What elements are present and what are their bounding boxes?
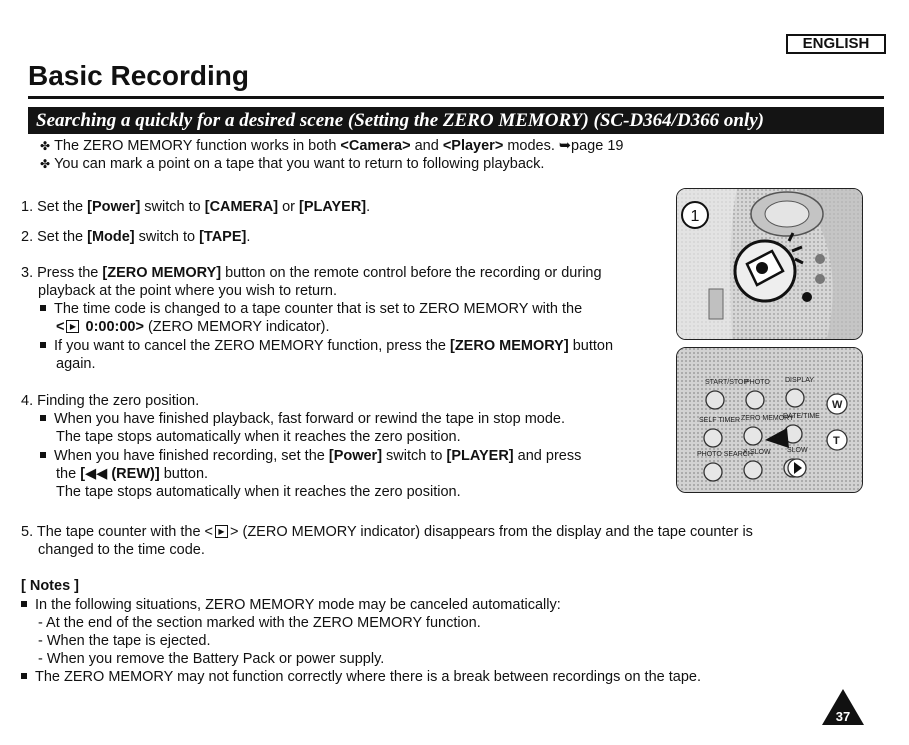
svg-text:DISPLAY: DISPLAY: [785, 377, 815, 384]
svg-text:ZERO MEMORY: ZERO MEMORY: [741, 415, 794, 422]
notes-heading: [ Notes ]: [21, 578, 79, 594]
step-number-badge: 1: [690, 208, 700, 225]
camcorder-dial-photo: [676, 188, 863, 340]
step-3-bullet-b-cont: again.: [56, 356, 96, 372]
page-number-badge: [821, 688, 865, 726]
language-tag: ENGLISH: [786, 34, 886, 54]
svg-text:T: T: [833, 435, 840, 447]
square-bullet-icon: [40, 342, 46, 348]
svg-text:W: W: [832, 399, 843, 411]
step-3-bullet-b: If you want to cancel the ZERO MEMORY function, press the [ZERO MEMORY] button: [40, 337, 613, 355]
note-1-detail-3: - When you remove the Battery Pack or power supply.: [38, 651, 385, 667]
step-4-bullet-b-cont: the [◀◀ (REW)] button.: [56, 466, 209, 482]
step-4-bullet-a-cont: The tape stops automatically when it reaches the zero position.: [56, 429, 461, 445]
intro-line-2: ✤ You can mark a point on a tape that you want to return to following playback.: [40, 156, 545, 172]
step-5-cont: changed to the time code.: [38, 542, 205, 558]
intro-line-1: ✤ The ZERO MEMORY function works in both <Camera> and <Player> modes. ➥page 19: [40, 138, 624, 154]
step-2: 2. Set the [Mode] switch to [TAPE].: [21, 229, 251, 245]
svg-text:DATE/TIME: DATE/TIME: [783, 413, 820, 420]
step-4-bullet-b-cont-2: The tape stops automatically when it reaches the zero position.: [56, 484, 461, 500]
svg-text:PHOTO SEARCH: PHOTO SEARCH: [697, 451, 753, 458]
svg-text:START/STOP: START/STOP: [705, 379, 749, 386]
square-bullet-icon: [40, 305, 46, 311]
zero-memory-icon: ▶: [215, 525, 228, 538]
section-title: Searching a quickly for a desired scene (Setting the ZERO MEMORY) (SC-D364/D366 only): [28, 107, 884, 134]
square-bullet-icon: [40, 452, 46, 458]
step-4-bullet-b: When you have finished recording, set the [Power] switch to [PLAYER] and press: [40, 447, 581, 465]
step-3: 3. Press the [ZERO MEMORY] button on the remote control before the recording or during: [21, 265, 602, 281]
svg-text:SLOW: SLOW: [787, 447, 808, 454]
note-2: The ZERO MEMORY may not function correctly where there is a break between recordings on the tape.: [21, 668, 701, 686]
note-1-detail-1: - At the end of the section marked with the ZERO MEMORY function.: [38, 615, 481, 631]
step-3-bullet-a: The time code is changed to a tape counter that is set to ZERO MEMORY with the: [40, 300, 582, 318]
page-title: Basic Recording: [28, 60, 249, 91]
zero-memory-icon: ▶: [66, 320, 79, 333]
square-bullet-icon: [21, 601, 27, 607]
step-1: 1. Set the [Power] switch to [CAMERA] or [PLAYER].: [21, 199, 371, 215]
svg-text:SELF TIMER: SELF TIMER: [699, 417, 741, 424]
step-4-bullet-a: When you have finished playback, fast forward or rewind the tape in stop mode.: [40, 410, 565, 428]
step-3-bullet-a-cont: < ▶ 0:00:00> (ZERO MEMORY indicator).: [56, 319, 330, 335]
svg-text:PHOTO: PHOTO: [745, 379, 770, 386]
step-4: 4. Finding the zero position.: [21, 393, 200, 409]
step-3-cont: playback at the point where you wish to return.: [38, 283, 338, 299]
step-5: 5. The tape counter with the < ▶ > (ZERO MEMORY indicator) disappears from the display and the tape counter is: [21, 524, 753, 540]
note-1: In the following situations, ZERO MEMORY mode may be canceled automatically:: [21, 596, 561, 614]
camcorder-dial-illustration: [677, 189, 862, 339]
diamond-bullet-icon: ✤: [40, 139, 51, 153]
square-bullet-icon: [40, 415, 46, 421]
remote-control-illustration: [677, 348, 862, 492]
remote-control-photo: [676, 347, 863, 493]
svg-text:X-SLOW: X-SLOW: [743, 449, 771, 456]
note-1-detail-2: - When the tape is ejected.: [38, 633, 211, 649]
square-bullet-icon: [21, 673, 27, 679]
title-rule: [28, 96, 884, 99]
diamond-bullet-icon: ✤: [40, 157, 51, 171]
page-number: 37: [835, 709, 851, 724]
